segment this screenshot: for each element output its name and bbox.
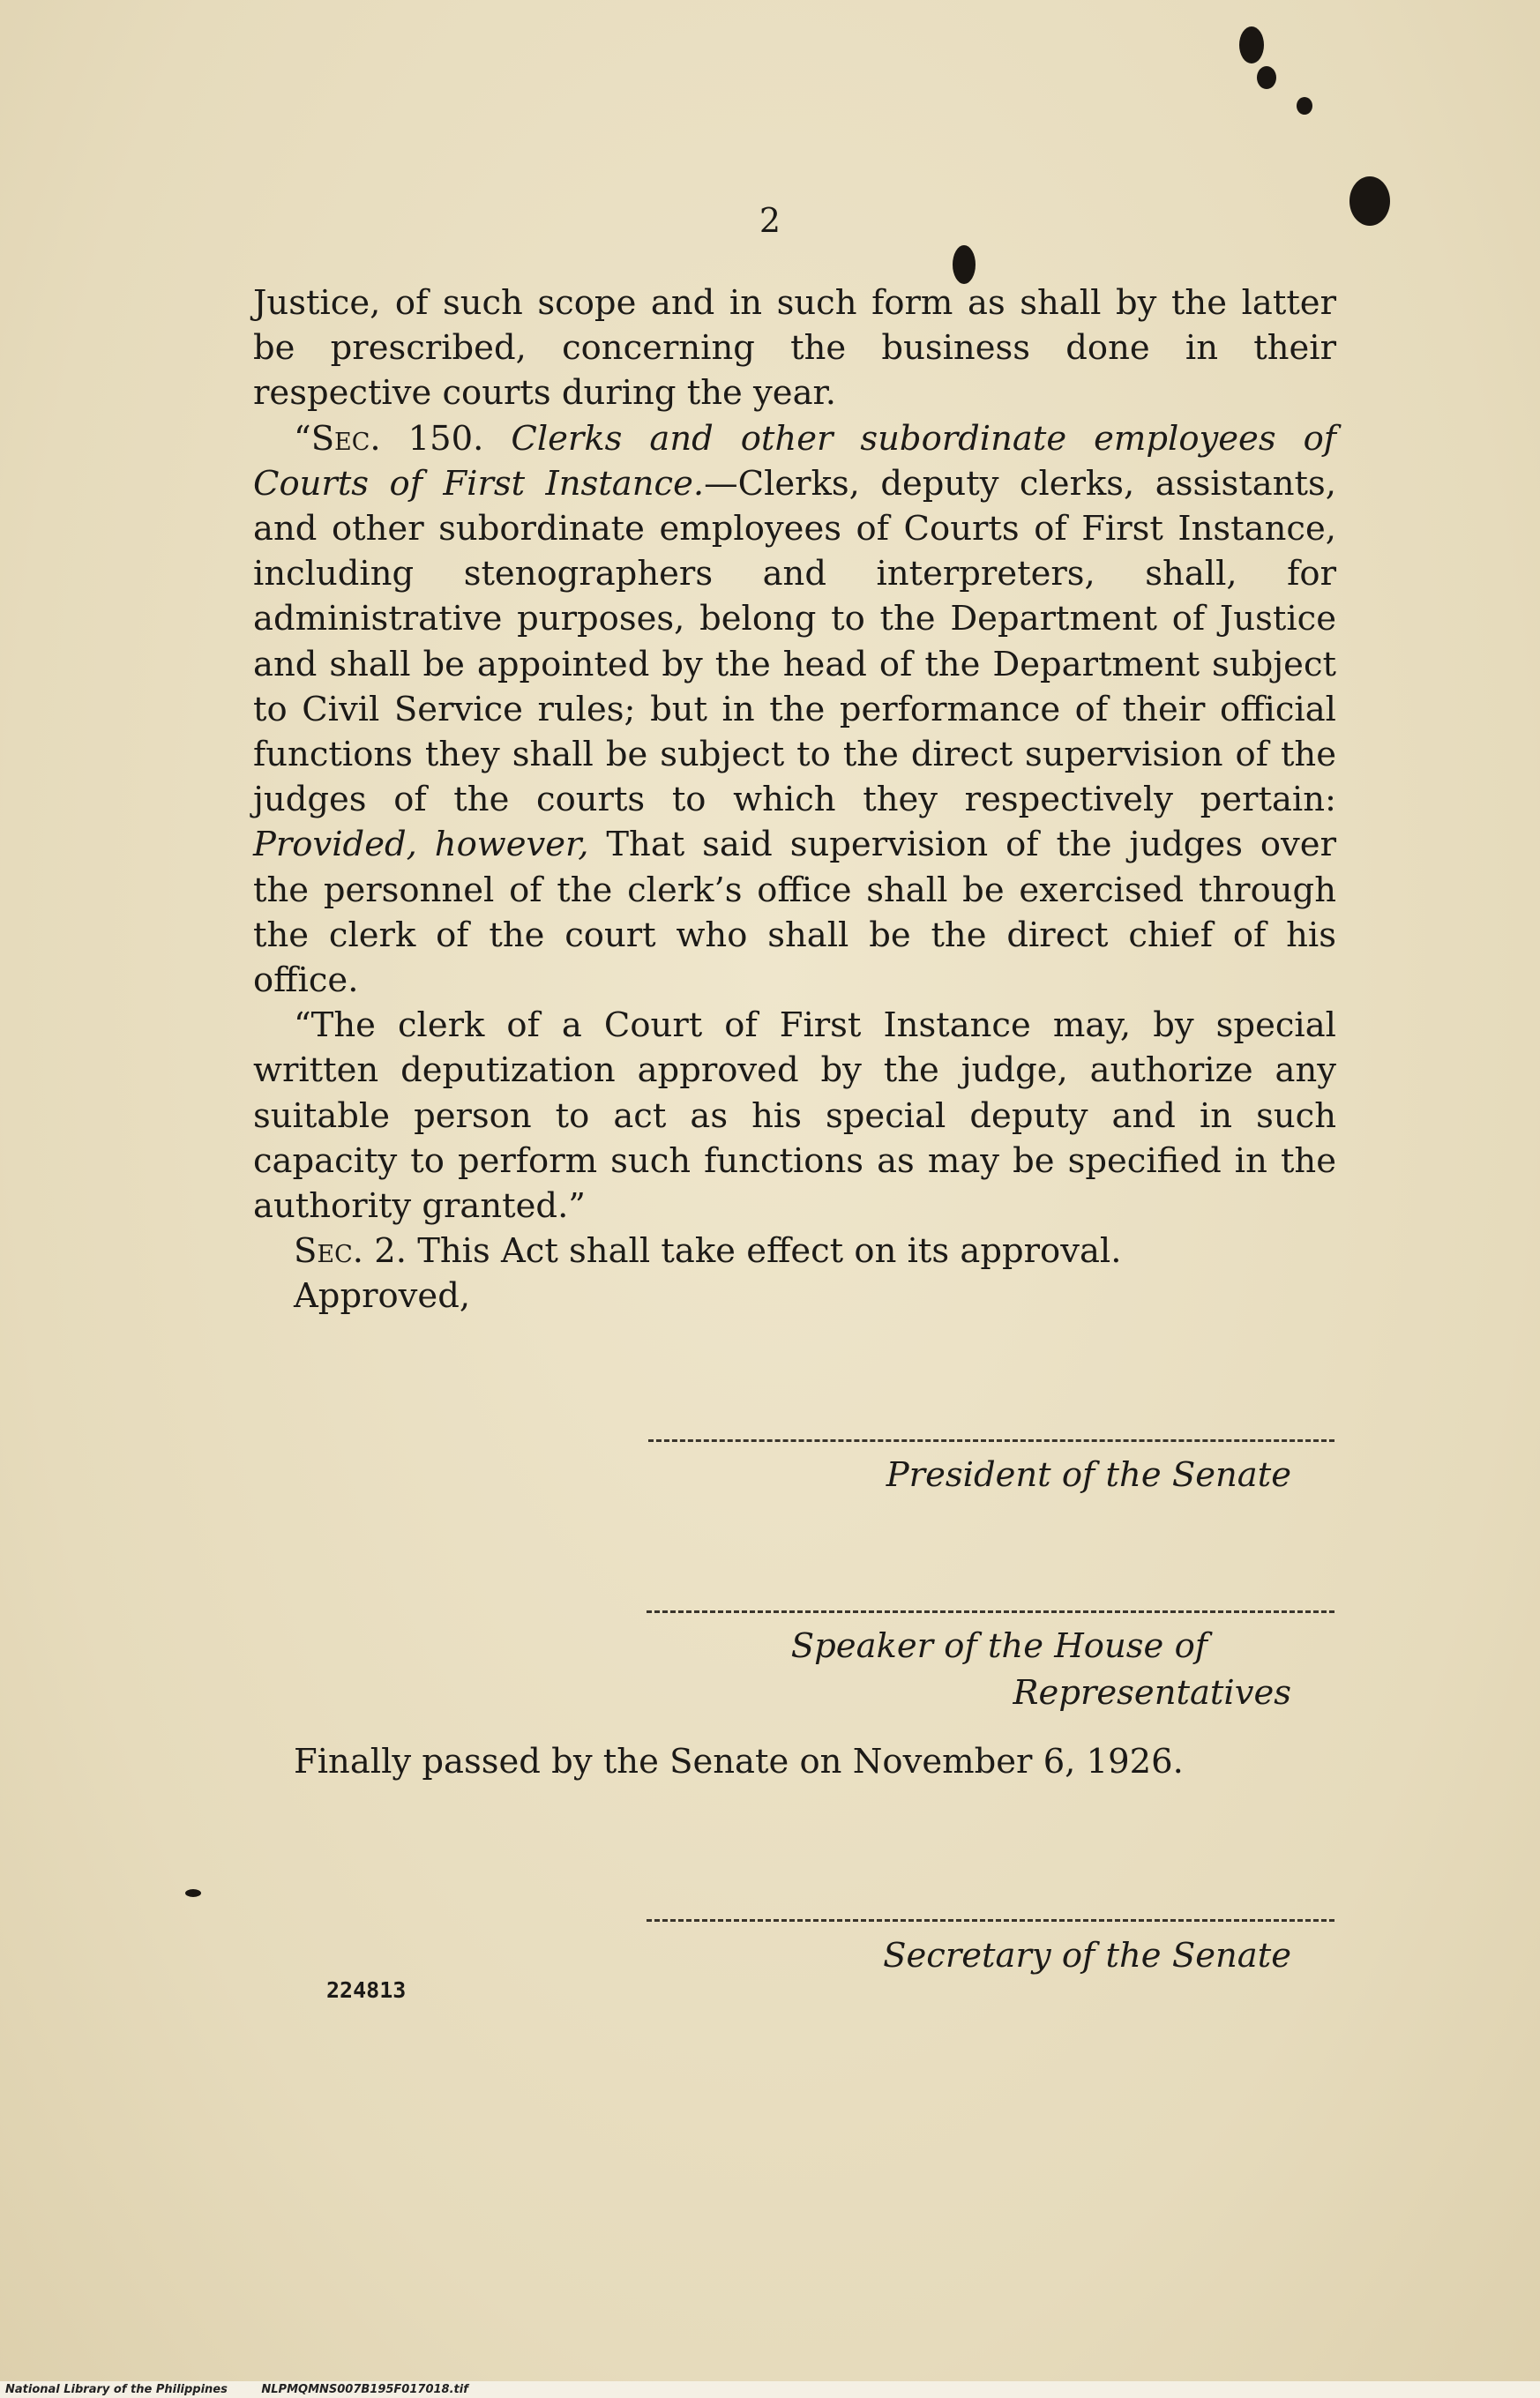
section-number: 150. bbox=[380, 418, 512, 459]
speaker-title bbox=[590, 1625, 1207, 1669]
section-body: 2. This Act shall take effect on its approval. bbox=[363, 1231, 1122, 1272]
paragraph-continuation bbox=[253, 280, 1336, 416]
secretary-title: Secretary of the Senate bbox=[883, 1936, 1291, 1976]
paragraph-text: “The clerk of a Court of First Instance may, by special written deputization approved by the judge, authorize any suitable person to act as his special deputy and in such capacity to perform such functions as may be specified in the authority granted.” bbox=[253, 1005, 1336, 1227]
paragraph-section-150 bbox=[253, 416, 1336, 1004]
ink-stain bbox=[1239, 26, 1264, 63]
open-quote: “ bbox=[294, 418, 311, 459]
proviso: Provided, however, bbox=[253, 825, 589, 865]
approved-text: Approved, bbox=[294, 1276, 471, 1317]
section-body-continued: That said supervision of the judges over the personnel of the clerk’s office shall be exercised through the clerk of the court who shall be the direct chief of his office. bbox=[253, 825, 1336, 1001]
section-heading: Clerks and other subordinate employees of Courts of First Instance. bbox=[253, 418, 1336, 504]
section-body: —Clerks, deputy clerks, assistants, and other subordinate employees of Courts of First Instance, including stenographers and interpreters, shall, for administrative purposes, belong to the Department of Justice and shall be appointed by the head of the Department subject to Civil Service rules; but in the performance of their official functions they shall be subject to the direct supervision of the judges of the courts to which they respectively pertain: bbox=[253, 463, 1336, 820]
page-number: 2 bbox=[759, 201, 781, 240]
library-name: National Library of the Philippines bbox=[5, 2383, 228, 2396]
approved-label bbox=[253, 1274, 1336, 1319]
speaker-title-line1: Speaker of the House of bbox=[790, 1626, 1207, 1666]
speaker-title-line2: Representatives bbox=[1013, 1673, 1291, 1713]
paragraph-text: Justice, of such scope and in such form as shall by the latter be prescribed, concerning the business done in their respective courts during the year. bbox=[253, 283, 1336, 414]
president-signature-line bbox=[648, 1439, 1334, 1442]
ink-stain bbox=[1257, 66, 1276, 89]
ink-stain bbox=[1297, 97, 1312, 115]
paragraph-deputization bbox=[253, 1003, 1336, 1229]
president-title: President of the Senate bbox=[886, 1455, 1291, 1495]
serial-number: 224813 bbox=[326, 1977, 407, 2003]
section-label: Sec. bbox=[294, 1231, 363, 1272]
body-text bbox=[253, 280, 1336, 1319]
speaker-signature-line bbox=[647, 1610, 1334, 1613]
section-label: Sec. bbox=[310, 418, 381, 459]
speaker-title-2 bbox=[674, 1671, 1291, 1715]
file-id: NLPMQMNS007B195F017018.tif bbox=[261, 2383, 468, 2396]
ink-stain bbox=[185, 1889, 201, 1897]
scan-footer bbox=[0, 2381, 1540, 2398]
secretary-signature-line bbox=[647, 1919, 1334, 1922]
passed-statement: Finally passed by the Senate on November 6, 1926. bbox=[294, 1742, 1184, 1782]
ink-stain bbox=[953, 245, 976, 284]
paragraph-section-2 bbox=[253, 1229, 1336, 1274]
